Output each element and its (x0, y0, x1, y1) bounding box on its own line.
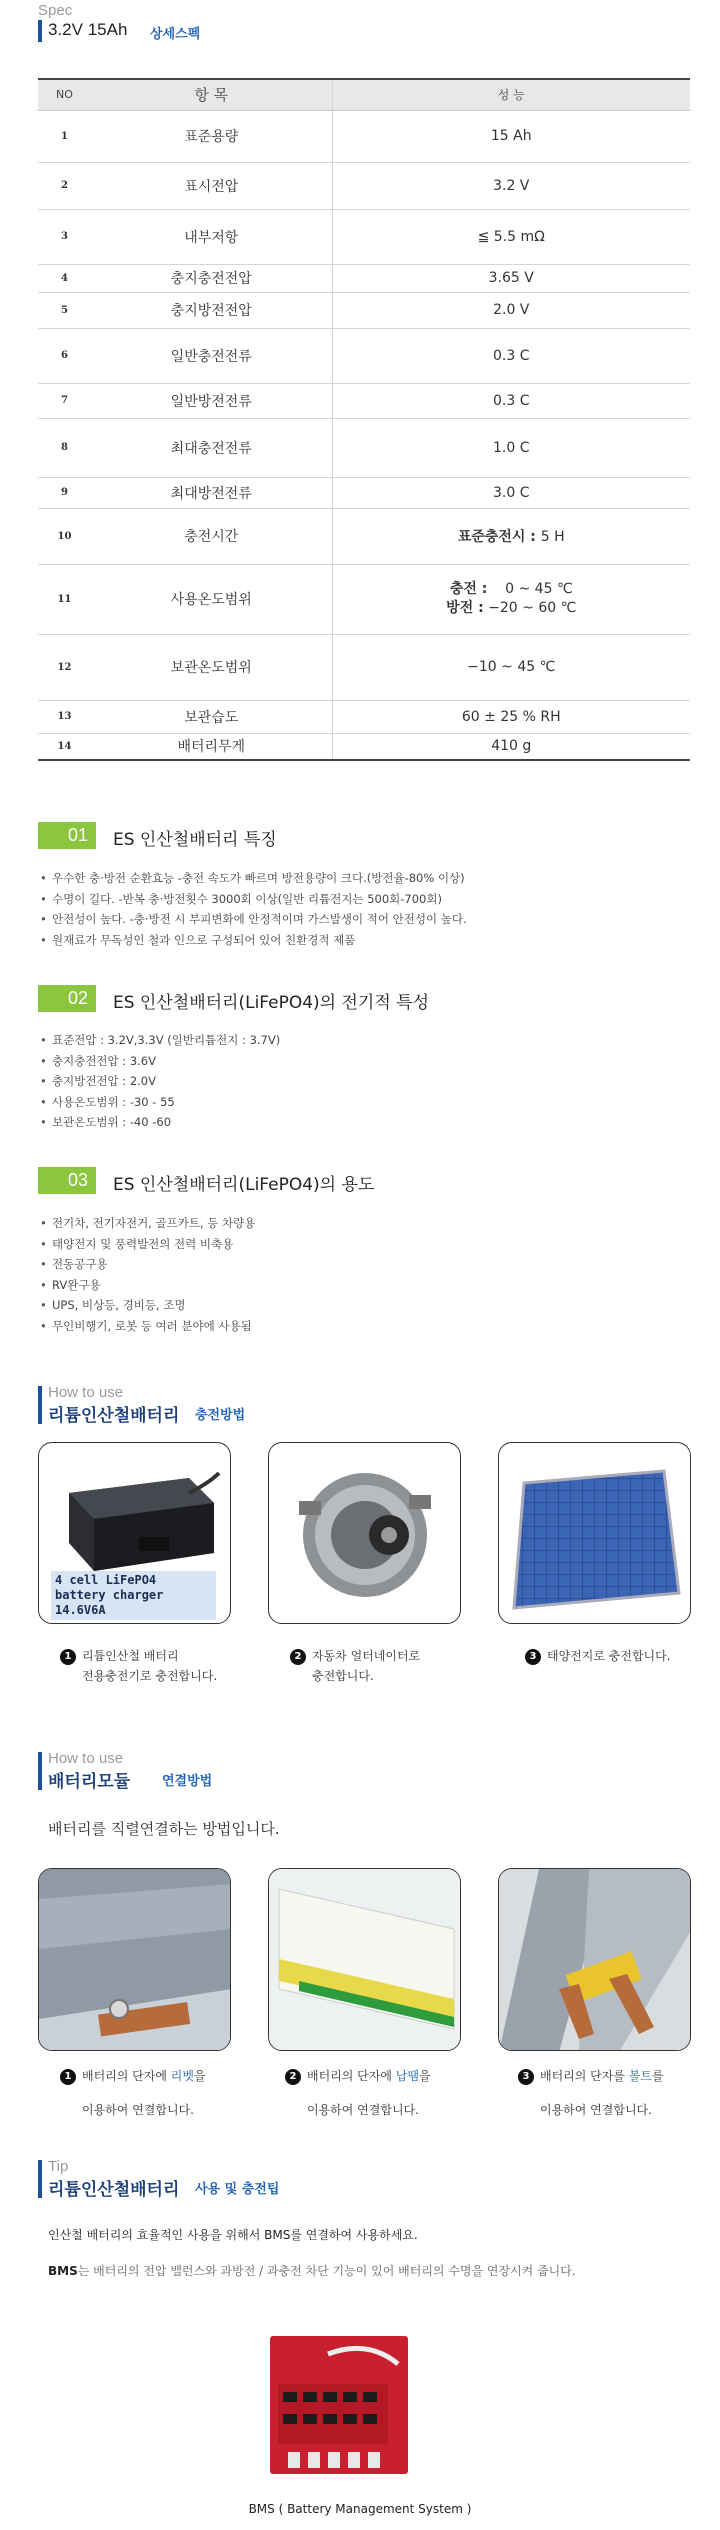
row-value: 2.0 V (332, 292, 690, 328)
row-no: 11 (38, 564, 91, 634)
row-value: 0.3 C (332, 383, 690, 418)
row-no: 2 (38, 162, 91, 209)
alternator-card (268, 1442, 461, 1624)
module-caption-1-l1 (60, 2066, 206, 2086)
table-row (38, 733, 690, 760)
caption-highlight: 볼트 (628, 2069, 652, 2083)
module-caption-3-l1 (518, 2066, 664, 2086)
spec-subtitle: 상세스펙 (150, 27, 201, 42)
bms-board-image (268, 2334, 410, 2476)
section-number-03: 03 (38, 1167, 96, 1194)
number-badge: 3 (525, 1649, 541, 1665)
list-item: • 사용온도범위 : -30 - 55 (38, 1092, 698, 1113)
table-row (38, 292, 690, 328)
row-value: ≦ 5.5 mΩ (332, 209, 690, 264)
row-item: 충지충전전압 (91, 264, 332, 292)
list-item: • 수명이 길다. -반복 충·방전횟수 3000회 이상(일반 리튬전지는 500회-700회) (38, 889, 698, 910)
section-number-02: 02 (38, 985, 96, 1012)
row-item: 내부저항 (91, 209, 332, 264)
caption-text: 을 (418, 2069, 431, 2083)
charge-time-value: 5 H (540, 529, 565, 545)
discharge-temp-line (333, 599, 691, 618)
caption-text: 를 (651, 2069, 664, 2083)
section-title-uses: ES 인산철배터리(LiFePO4)의 용도 (113, 1175, 375, 1195)
section-number-01: 01 (38, 822, 96, 849)
module-caption-2-l1 (285, 2066, 431, 2086)
discharge-temp-label: 방전 : (446, 600, 484, 616)
charge-caption-2-l2: 충전합니다. (312, 1669, 374, 1683)
list-item: • 보관온도범위 : -40 -60 (38, 1112, 698, 1133)
row-value (332, 564, 690, 634)
table-row (38, 477, 690, 508)
table-row (38, 110, 690, 162)
charge-caption-3 (525, 1646, 671, 1666)
row-no: 10 (38, 508, 91, 564)
spec-title: 3.2V 15Ah (48, 20, 128, 39)
charge-temp-label: 충전 : (449, 581, 488, 597)
solder-card (268, 1868, 461, 2051)
row-no: 1 (38, 110, 91, 162)
spec-table (38, 80, 690, 761)
table-row (38, 209, 690, 264)
caption-text: 자동차 얼터네이터로 (312, 1649, 421, 1663)
row-no: 3 (38, 209, 91, 264)
number-badge: 2 (290, 1649, 306, 1665)
charge-caption-3-l1 (525, 1646, 671, 1666)
list-item: • 원재료가 무독성인 철과 인으로 구성되어 있어 친환경적 제품 (38, 930, 698, 951)
table-row (38, 508, 690, 564)
uses-list (38, 1213, 698, 1336)
number-badge: 1 (60, 1649, 76, 1665)
tip-bar (38, 2160, 42, 2198)
bolt-card (498, 1868, 691, 2051)
tip-label: Tip (48, 2158, 69, 2175)
row-value (332, 508, 690, 564)
table-row (38, 383, 690, 418)
row-no: 9 (38, 477, 91, 508)
row-no: 5 (38, 292, 91, 328)
row-no: 7 (38, 383, 91, 418)
caption-text: 배터리의 단자에 (307, 2069, 396, 2083)
discharge-temp-value: −20 ~ 60 ℃ (483, 600, 577, 616)
electrical-list (38, 1030, 698, 1133)
charging-subtitle: 충전방법 (195, 1408, 246, 1423)
module-caption-2 (285, 2066, 431, 2120)
list-item: • 우수한 충·방전 순환효능 -충전 속도가 빠르며 방전용량이 크다.(방전율-80% 이상) (38, 868, 698, 889)
bolt-image (499, 1869, 691, 2051)
tip-line-1: 인산철 배터리의 효율적인 사용을 위해서 BMS를 연결하여 사용하세요. (48, 2228, 418, 2242)
charge-time-label: 표준충전시 : (457, 529, 541, 545)
row-item: 표시전압 (91, 162, 332, 209)
row-item: 충전시간 (91, 508, 332, 564)
row-no: 6 (38, 328, 91, 383)
table-row (38, 328, 690, 383)
charge-caption-1-l2: 전용충전기로 충전합니다. (82, 1669, 218, 1683)
module-subtitle: 연결방법 (162, 1774, 213, 1789)
charge-temp-line (333, 580, 691, 599)
row-item: 보관온도범위 (91, 634, 332, 700)
caption-highlight: 납땜 (395, 2069, 419, 2083)
row-value: 0.3 C (332, 328, 690, 383)
list-item: • 전기차, 전기자전거, 골프카트, 등 차량용 (38, 1213, 698, 1234)
charge-caption-2-l1 (290, 1646, 420, 1666)
caption-text: 리튬인산철 배터리 (82, 1649, 179, 1663)
bms-term: BMS (48, 2264, 78, 2278)
charge-temp-value: 0 ~ 45 ℃ (487, 581, 573, 597)
caption-highlight: 리벳 (170, 2069, 194, 2083)
list-item: • 전동공구용 (38, 1254, 698, 1275)
row-value: 3.0 C (332, 477, 690, 508)
module-caption-3-l2: 이용하여 연결합니다. (540, 2103, 652, 2117)
how-to-use-bar (38, 1386, 42, 1424)
list-item: • 충지방전전압 : 2.0V (38, 1071, 698, 1092)
number-badge: 1 (60, 2069, 76, 2085)
charger-label: 4 cell LiFePO4 battery charger 14.6V6A (51, 1571, 216, 1620)
number-badge: 2 (285, 2069, 301, 2085)
row-value: 1.0 C (332, 418, 690, 477)
list-item: • 무인비행기, 로봇 등 여러 분야에 사용됨 (38, 1316, 698, 1337)
rivet-card (38, 1868, 231, 2051)
features-list (38, 868, 698, 950)
solar-card (498, 1442, 691, 1624)
list-item: • UPS, 비상등, 경비등, 조명 (38, 1295, 698, 1316)
list-item: • 태양전지 및 풍력발전의 전력 비축용 (38, 1234, 698, 1255)
list-item: • 안전성이 높다. -충·방전 시 부피변화에 안정적이며 가스발생이 적어 안전성이 높다. (38, 909, 698, 930)
row-value: 60 ± 25 % RH (332, 700, 690, 733)
row-item: 일반충전전류 (91, 328, 332, 383)
row-no: 13 (38, 700, 91, 733)
row-item: 배터리무게 (91, 733, 332, 760)
list-item: • 표준전압 : 3.2V,3.3V (일반리튬전지 : 3.7V) (38, 1030, 698, 1051)
solar-panel-image (499, 1443, 691, 1624)
table-row (38, 162, 690, 209)
row-value: −10 ~ 45 ℃ (332, 634, 690, 700)
header-item: 항 목 (91, 80, 332, 110)
section-title-electrical: ES 인산철배터리(LiFePO4)의 전기적 특성 (113, 993, 430, 1013)
solder-image (269, 1869, 461, 2051)
spec-title-bar (38, 20, 42, 42)
module-caption-2-l2: 이용하여 연결합니다. (307, 2103, 419, 2117)
tip-title: 리튬인산철배터리 (48, 2180, 180, 2200)
charge-caption-2 (290, 1646, 420, 1686)
row-value: 15 Ah (332, 110, 690, 162)
table-header-row (38, 80, 690, 110)
row-item: 표준용량 (91, 110, 332, 162)
table-row (38, 264, 690, 292)
section-title-features: ES 인산철배터리 특징 (113, 830, 277, 850)
row-no: 8 (38, 418, 91, 477)
how-to-use-bar-2 (38, 1752, 42, 1790)
module-title: 배터리모듈 (48, 1772, 131, 1792)
number-badge: 3 (518, 2069, 534, 2085)
alternator-image (269, 1443, 461, 1624)
charge-caption-1-l1 (60, 1646, 217, 1666)
charger-card (38, 1442, 231, 1624)
spec-label: Spec (38, 2, 73, 19)
tip-line-2-text: 는 배터리의 전압 밸런스와 과방전 / 과충전 차단 기능이 있어 배터리의 수명을 연장시켜 줍니다. (77, 2264, 576, 2278)
tip-line-2 (48, 2262, 576, 2279)
module-intro: 배터리를 직렬연결하는 방법입니다. (48, 1820, 280, 1838)
row-no: 4 (38, 264, 91, 292)
row-no: 12 (38, 634, 91, 700)
row-item: 일반방전전류 (91, 383, 332, 418)
list-item: • 충지충전전압 : 3.6V (38, 1051, 698, 1072)
list-item: • RV완구용 (38, 1275, 698, 1296)
caption-text: 배터리의 단자에 (82, 2069, 171, 2083)
caption-text: 배터리의 단자를 (540, 2069, 629, 2083)
row-item: 사용온도범위 (91, 564, 332, 634)
row-item: 최대방전전류 (91, 477, 332, 508)
row-value: 410 g (332, 733, 690, 760)
tip-subtitle: 사용 및 충전팁 (195, 2182, 280, 2197)
module-caption-3 (518, 2066, 664, 2120)
charging-title: 리튬인산철배터리 (48, 1406, 180, 1426)
row-value: 3.2 V (332, 162, 690, 209)
module-caption-1-l2: 이용하여 연결합니다. (82, 2103, 194, 2117)
rivet-image (39, 1869, 231, 2051)
how-to-use-label-2: How to use (48, 1750, 124, 1767)
table-row (38, 700, 690, 733)
header-no: NO (38, 80, 91, 110)
row-no: 14 (38, 733, 91, 760)
caption-text: 태양전지로 충전합니다. (547, 1649, 671, 1663)
module-caption-1 (60, 2066, 206, 2120)
header-value: 성 능 (332, 80, 690, 110)
table-row (38, 634, 690, 700)
caption-text: 을 (193, 2069, 206, 2083)
row-item: 충지방전전압 (91, 292, 332, 328)
row-item: 보관습도 (91, 700, 332, 733)
row-value: 3.65 V (332, 264, 690, 292)
table-row (38, 418, 690, 477)
bms-caption: BMS ( Battery Management System ) (248, 2502, 472, 2516)
how-to-use-label: How to use (48, 1384, 124, 1401)
table-row (38, 564, 690, 634)
row-item: 최대충전전류 (91, 418, 332, 477)
charge-caption-1 (60, 1646, 217, 1686)
